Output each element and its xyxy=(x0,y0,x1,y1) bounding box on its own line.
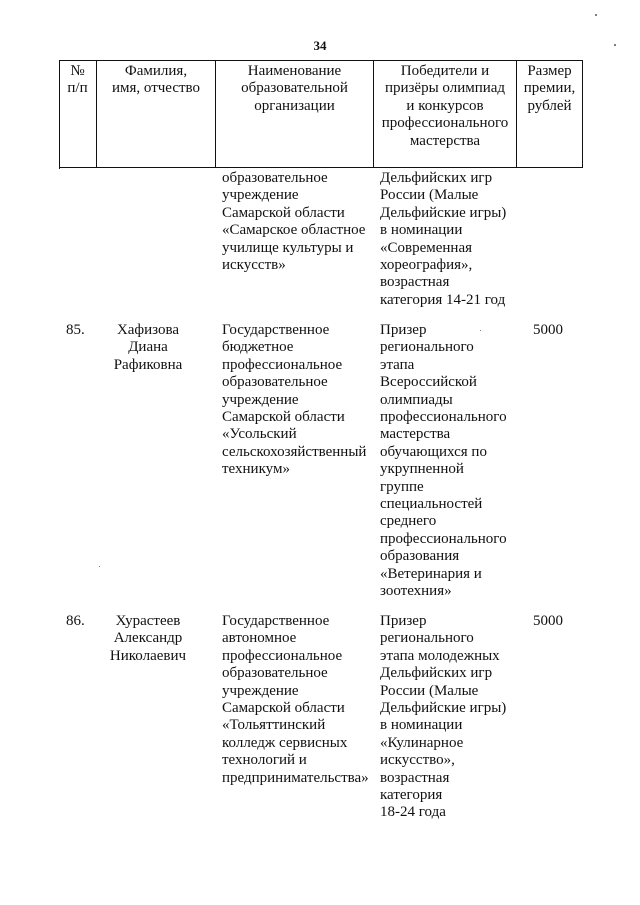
column-divider xyxy=(582,60,583,168)
header-prize: Размер премии, рублей xyxy=(523,63,576,114)
row-full-name: Хурастеев Александр Николаевич xyxy=(109,613,187,664)
row-achievement: Призер регионального этапа молодежных Дельфийских игр России (Малые Дельфийские игры) в номинации «Кулинарное искусство», возрастная категория 18-24 года xyxy=(380,613,507,821)
header-winners: Победители и призёры олимпиад и конкурсов профессионального мастерства xyxy=(381,63,509,149)
header-organization: Наименование образовательной организации xyxy=(241,63,348,114)
header-name: Фамилия, имя, отчество xyxy=(111,63,201,97)
row-prize: 5000 xyxy=(533,322,563,338)
row-number: 85. xyxy=(66,322,85,338)
row-achievement: Призер регионального этапа Всероссийской олимпиады профессионального мастерства обучающихся по укрупненной группе специальностей среднего профессионального образования «Ветеринария и зоотехния» xyxy=(380,322,507,600)
scan-speck xyxy=(595,14,597,16)
scan-speck xyxy=(99,566,100,567)
continuation-organization: образовательное учреждение Самарской области «Самарское областное училище культуры и искусств» xyxy=(222,170,366,274)
row-prize: 5000 xyxy=(533,613,563,629)
header-number: № п/п xyxy=(67,63,88,97)
row-number: 86. xyxy=(66,613,85,629)
row-organization: Государственное бюджетное профессиональное образовательное учреждение Самарской области «Усольский сельскохозяйственный техникум» xyxy=(222,322,367,478)
row-full-name: Хафизова Диана Рафиковна xyxy=(113,322,183,373)
continuation-achievement: Дельфийских игр России (Малые Дельфийские игры) в номинации «Современная хореография», возрастная категория 14-21 год xyxy=(380,170,507,308)
header-bottom-rule xyxy=(59,167,583,168)
row-organization: Государственное автономное профессиональное образовательное учреждение Самарской области «Тольяттинский колледж сервисных технологий и предпринимательства» xyxy=(222,613,369,786)
page-number: 34 xyxy=(313,38,327,53)
scan-speck xyxy=(614,44,616,46)
scan-speck xyxy=(480,330,481,331)
